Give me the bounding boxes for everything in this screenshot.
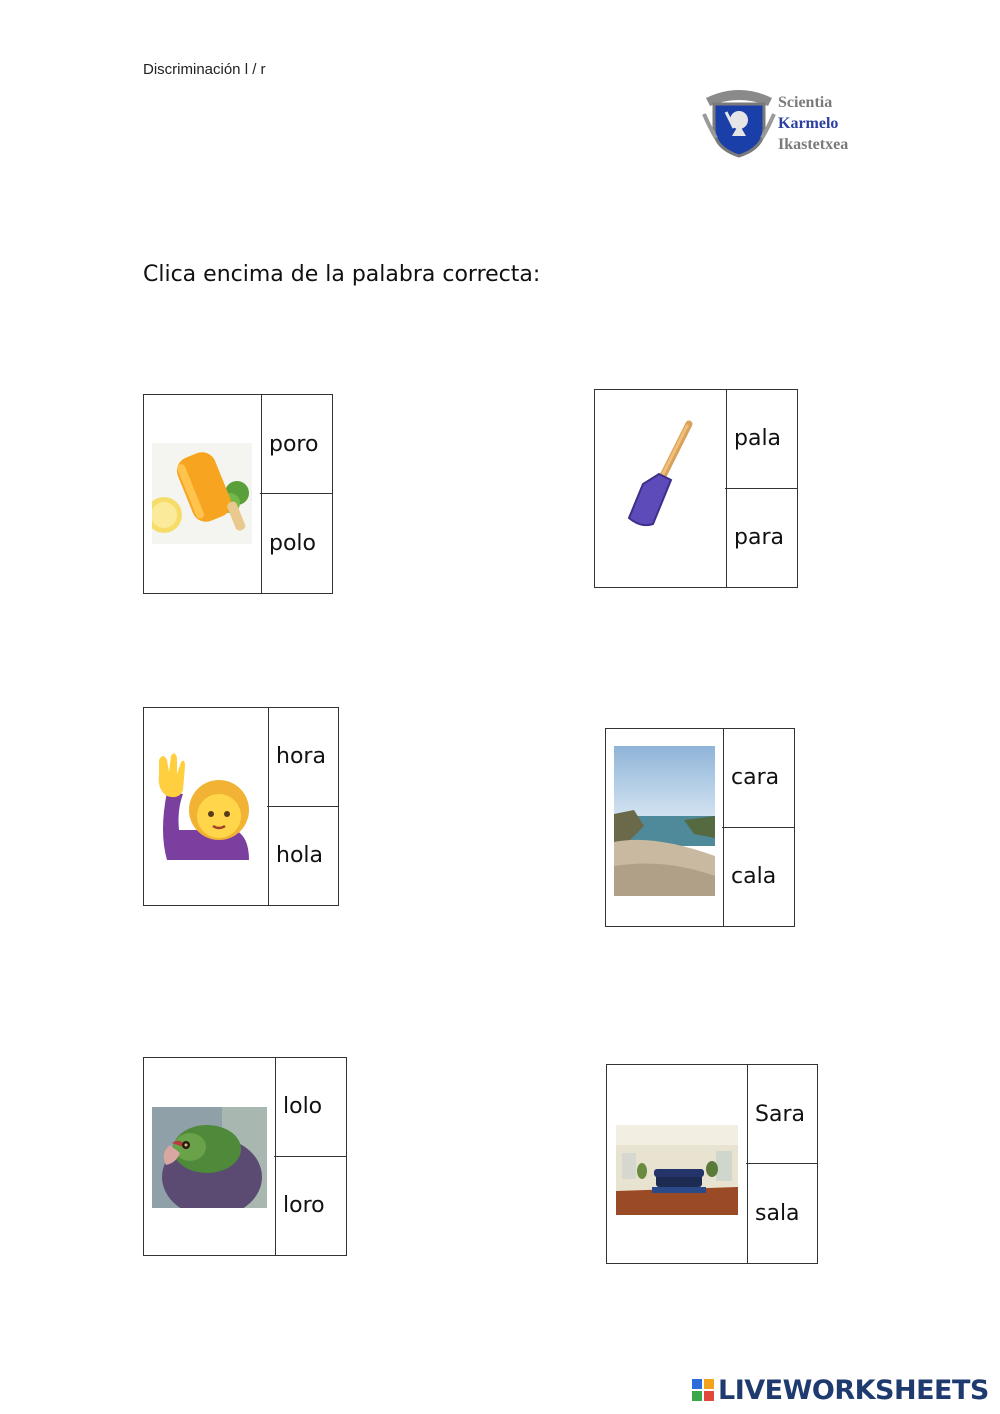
exercise-card-popsicle — [143, 394, 333, 594]
option-loro[interactable]: loro — [283, 1193, 325, 1219]
card-image-cell — [144, 395, 262, 593]
option-polo[interactable]: polo — [269, 531, 316, 556]
liveworksheets-mark-icon — [692, 1379, 714, 1401]
instruction-text: Clica encima de la palabra correcta: — [143, 262, 541, 287]
option-poro[interactable]: poro — [260, 395, 332, 494]
school-logo — [702, 84, 862, 160]
popsicle-image — [152, 443, 252, 544]
option-pala[interactable]: pala — [725, 390, 797, 489]
school-crest-icon — [702, 84, 776, 158]
card-image-cell — [607, 1065, 748, 1263]
exercise-card-parrot — [143, 1057, 347, 1256]
logo-line-3: Ikastetxea — [778, 136, 849, 153]
exercise-card-living-room — [606, 1064, 818, 1264]
option-sara[interactable]: Sara — [746, 1065, 817, 1164]
option-sala[interactable]: sala — [755, 1201, 800, 1226]
logo-line-2: Karmelo — [778, 115, 839, 132]
option-para[interactable]: para — [734, 525, 784, 551]
liveworksheets-brand: LIVEWORKSHEETS — [718, 1374, 989, 1406]
exercise-card-shovel — [594, 389, 798, 588]
logo-line-1: Scientia — [778, 94, 833, 111]
shovel-image — [623, 418, 697, 530]
living-room-image — [616, 1125, 738, 1215]
option-hora[interactable]: hora — [267, 708, 338, 807]
worksheet-title: Discriminación l / r — [143, 61, 266, 78]
waving-woman-image — [149, 752, 259, 864]
option-cara[interactable]: cara — [722, 729, 794, 828]
exercise-card-waving-woman — [143, 707, 339, 906]
option-cala[interactable]: cala — [731, 864, 777, 890]
card-image-cell — [144, 1058, 276, 1255]
option-hola[interactable]: hola — [276, 843, 323, 869]
parrot-image — [152, 1107, 267, 1208]
option-lolo[interactable]: lolo — [274, 1058, 346, 1157]
card-image-cell — [595, 390, 727, 587]
card-image-cell — [144, 708, 269, 905]
liveworksheets-logo — [692, 1372, 989, 1408]
exercise-card-cove — [605, 728, 795, 927]
cove-image — [614, 746, 715, 896]
card-image-cell — [606, 729, 724, 926]
